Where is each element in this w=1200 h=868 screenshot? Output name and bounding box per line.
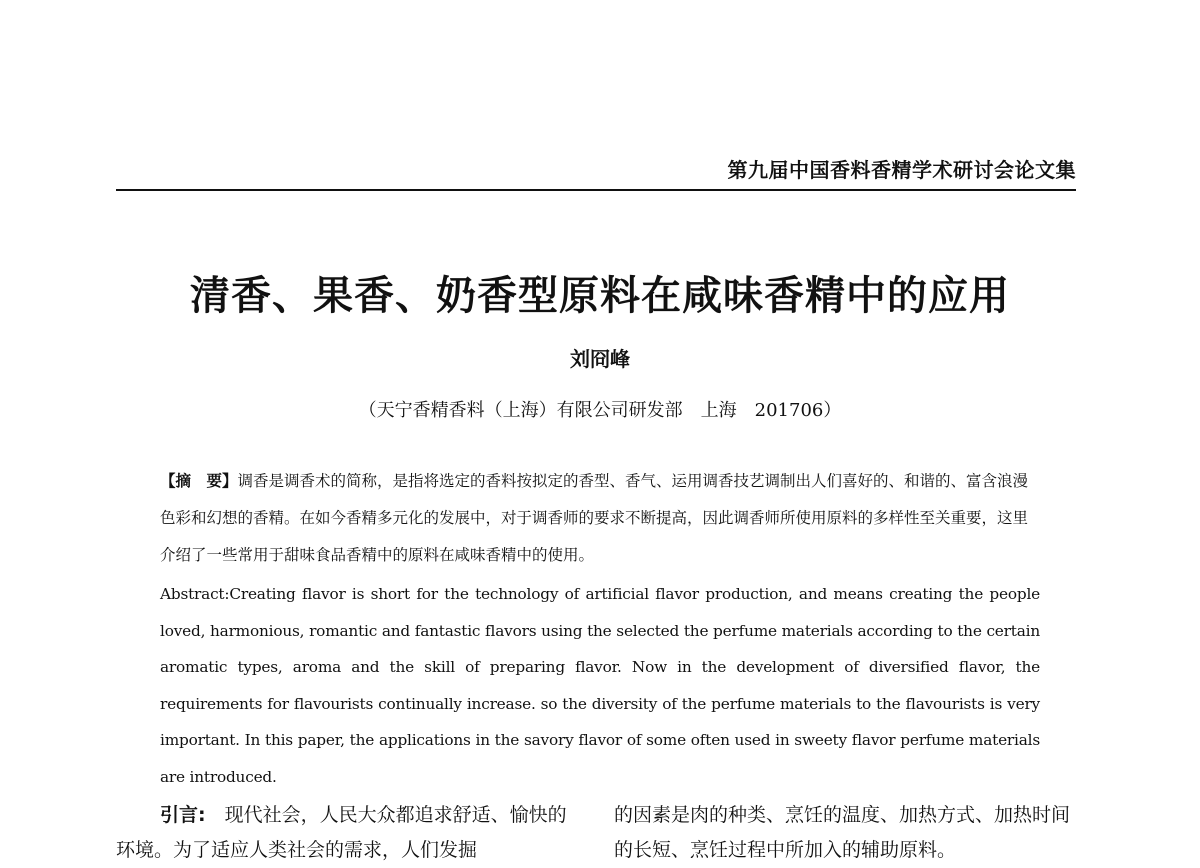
abstract-chinese-text: 调香是调香术的简称，是指将选定的香料按拟定的香型、香气、运用调香技艺调制出人们喜好的、和谐的、富含浪漫色彩和幻想的香精。在如今香精多元化的发展中，对于调香师的要求不断提高，因此调香师所使用原料的多样性至关重要，这里介绍了一些常用于甜味食品香精中的原料在咸味香精中的使用。 bbox=[160, 472, 1029, 564]
body-column-left bbox=[116, 798, 576, 868]
paper-title: 清香、果香、奶香型原料在咸味香精中的应用 bbox=[190, 273, 1010, 319]
author-name: 刘冏峰 bbox=[570, 347, 630, 371]
body-column-right: 的因素是肉的种类、烹饪的温度、加热方式、加热时间的长短、烹饪过程中所加入的辅助原料。 bbox=[614, 804, 1071, 861]
author-affiliation: （天宁香精香料（上海）有限公司研发部 上海 201706） bbox=[358, 400, 842, 421]
body-left-text: 现代社会，人民大众都追求舒适、愉快的环境。为了适应人类社会的需求，人们发掘 bbox=[116, 804, 567, 861]
introduction-heading: 引言: bbox=[160, 804, 206, 826]
abstract-english: Abstract:Creating flavor is short for the technology of artificial flavor production, and means creating the people loved, harmonious, romantic and fantastic flavors using the selected the perfume materials according to the certain aromatic types, aroma and the skill of preparing flavor. Now in the development of diversified flavor, the requirements for flavourists continually increase. so the diversity of the perfume materials to the flavourists is very important. In this paper, the applications in the savory flavor of some often used in sweety flavor perfume materials are introduced. bbox=[160, 585, 1040, 786]
running-header: 第九届中国香料香精学术研讨会论文集 bbox=[116, 154, 1076, 191]
abstract-label: 【摘 要】 bbox=[160, 471, 238, 490]
abstract-chinese bbox=[160, 462, 1040, 574]
